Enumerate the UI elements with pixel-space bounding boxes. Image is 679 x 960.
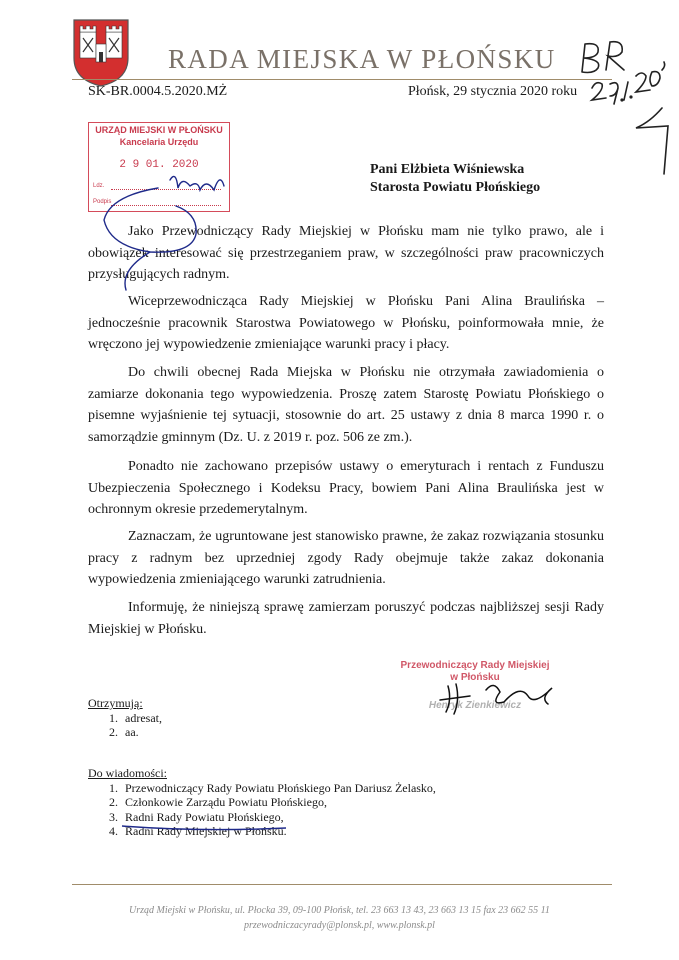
body-paragraph: Wiceprzewodnicząca Rady Miejskiej w Płońsku Pani Alina Braulińska – jednocześnie pracownik Starostwa Powiatowego w Płońsku, poinformowała mnie, że wręczono jej wypowiedzenie zmieniające warunki pracy i płacy. (88, 294, 604, 352)
registry-stamp (88, 122, 230, 212)
signature-stamp (400, 660, 550, 712)
body-paragraph: Ponadto nie zachowano przepisów ustawy o emeryturach i rentach z Funduszu Ubezpieczenia Społecznego i Kodeksu Pracy, bowiem Pani Alina Braulińska jest w ochronnym okresie przedemerytalnym. (88, 459, 604, 517)
receivers-heading: Otrzymują: (88, 696, 143, 710)
signature-title: Przewodniczący Rady Miejskiej (400, 660, 550, 671)
list-item: 1. Przewodniczący Rady Powiatu Płońskiego Pan Dariusz Żelasko, (109, 780, 436, 795)
footer-address: Urząd Miejski w Płońsku, ul. Płocka 39, 09-100 Płońsk, tel. 23 663 13 43, 23 663 13 15 fax 23 662 55 11 (129, 905, 550, 916)
body-paragraph: Do chwili obecnej Rada Miejska w Płońsku nie otrzymała zawiadomienia o zamiarze dokonania tego wypowiedzenia. Proszę zatem Starostę Powiatu Płońskiego o pisemne wyjaśnienie tej sytuacji, stosownie do art. 25 ustawy z dnia 8 marca 1990 r. o samorządzie gminnym (Dz. U. z 2019 r. poz. 506 ze zm.). (88, 365, 604, 445)
stamp-field-ldz: Ldz. (93, 183, 105, 189)
cc-list (88, 766, 436, 839)
stamp-department: Kancelaria Urzędu (119, 137, 199, 147)
receivers-list (88, 696, 162, 740)
reference-number: SK-BR.0004.5.2020.MŻ (88, 84, 228, 99)
header-divider (72, 79, 612, 80)
handwritten-note (582, 42, 668, 174)
stamp-office: URZĄD MIEJSKI W PŁOŃSKU (95, 125, 223, 135)
body-paragraph: Informuję, że niniejszą sprawę zamierzam poruszyć podczas najbliższej sesji Rady Miejskiej w Płońsku. (88, 600, 604, 637)
signatory-name: Henryk Zienkiewicz (428, 700, 522, 711)
body-paragraph: Jako Przewodniczący Rady Miejskiej w Płońsku mam nie tylko prawo, ale i obowiązek interesować się przestrzeganiem praw, w szczególności praw pracowniczych przysługujących radnym. (88, 224, 604, 282)
recipient-name: Pani Elżbieta Wiśniewska (370, 162, 525, 177)
list-item: 2. aa. (109, 725, 139, 739)
stamp-field-podpis: Podpis (93, 199, 112, 205)
city-crest-logo (72, 18, 130, 88)
stamp-line (111, 205, 221, 206)
signature-place: w Płońsku (450, 672, 500, 683)
organization-name: RADA MIEJSKA W PŁOŃSKU (168, 44, 556, 74)
cc-heading: Do wiadomości: (88, 766, 167, 780)
footer-divider (72, 884, 612, 885)
list-item: 3. Radni Rady Powiatu Płońskiego, (109, 809, 284, 824)
footer-contact: przewodniczacyrady@plonsk.pl, www.plonsk.pl (244, 920, 435, 931)
letter-date: Płońsk, 29 stycznia 2020 roku (408, 84, 578, 99)
stamp-line (111, 189, 221, 190)
stamp-date: 2 9 01. 2020 (119, 159, 199, 171)
list-item: 4. Radni Rady Miejskiej w Płońsku. (109, 824, 287, 838)
body-paragraph: Zaznaczam, że ugruntowane jest stanowisko prawne, że zakaz rozwiązania stosunku pracy z radnym bez uprzedniej zgody Rady obejmuje także zakaz dokonania wypowiedzenia zmieniającego warunki zatrudnienia. (88, 529, 604, 587)
list-item: 2. Członkowie Zarządu Powiatu Płońskiego, (109, 795, 327, 809)
recipient-title: Starosta Powiatu Płońskiego (370, 180, 541, 195)
list-item: 1. adresat, (109, 710, 162, 725)
